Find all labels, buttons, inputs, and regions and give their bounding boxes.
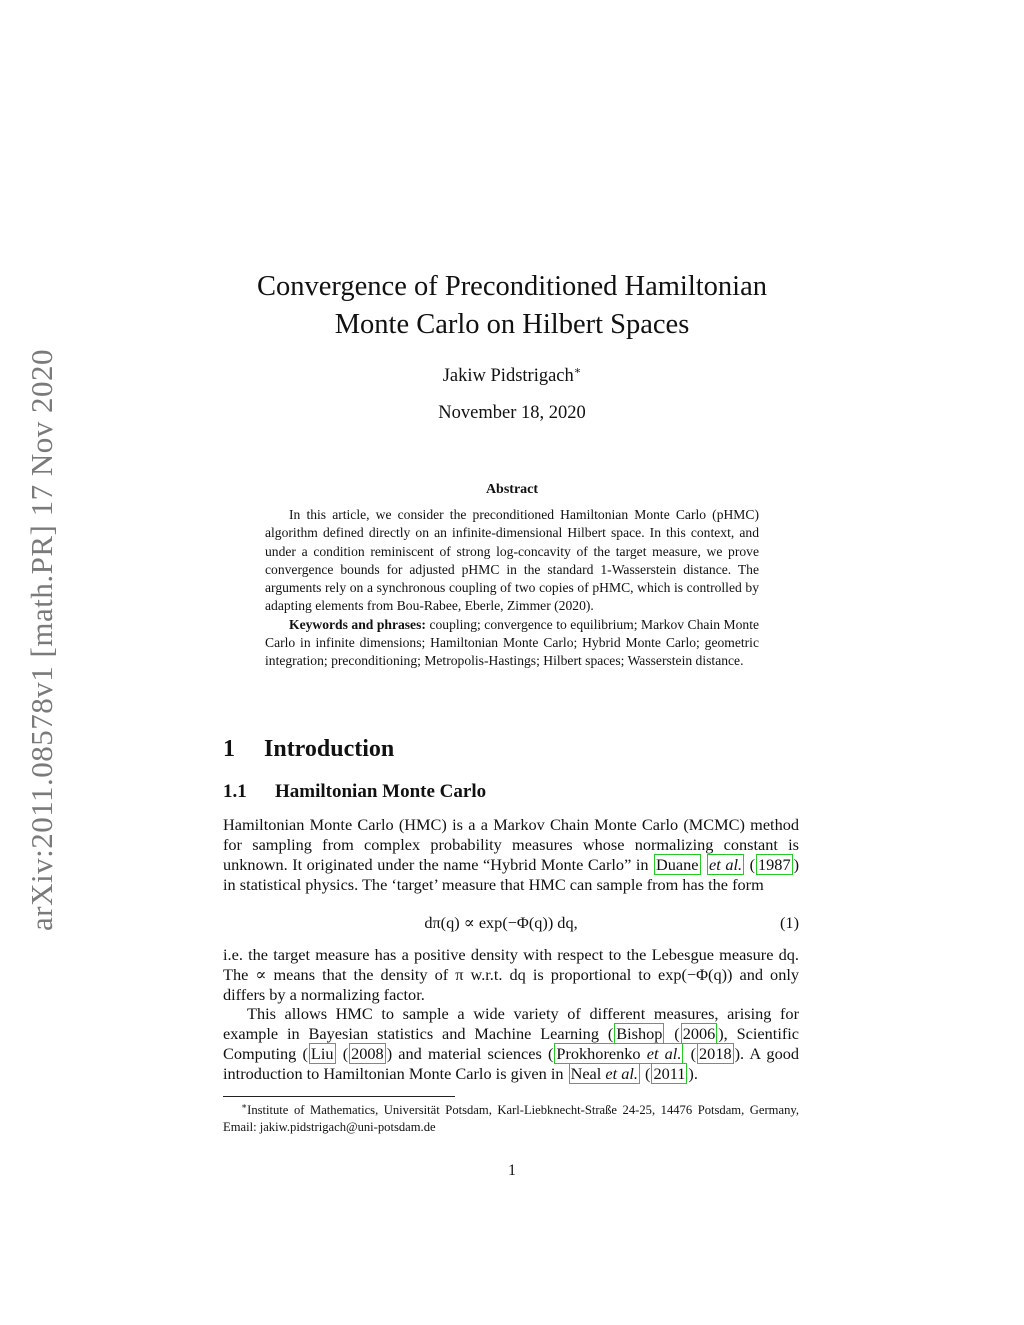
para1-text-3: ) in statistical physics. The ‘target’ measure that HMC can sample from has the form [223,855,799,895]
cite-2008-text: 2008 [351,1044,384,1064]
para3-text-3: ) and material sciences ( [386,1044,554,1064]
cite-bishop-text: Bishop [616,1024,663,1044]
paragraph-2 [223,945,799,1005]
abstract-text: In this article, we consider the preconditioned Hamiltonian Monte Carlo (pHMC) algorithm defined directly on an infinite-dimensional Hilbert space. In this context, and under a condition reminiscent of strong log-concavity of the target measure, we prove convergence bounds for adjusted pHMC in the standard 1-Wasserstein distance. The arguments rely on a synchronous coupling of two copies of pHMC, which is controlled by adapting elements from Bou-Rabee, Eberle, Zimmer (2020). [265,507,759,614]
page-number: 1 [508,1162,516,1179]
cite-2006-text: 2006 [682,1024,716,1044]
arxiv-stamp-text: arXiv:2011.08578v1 [math.PR] 17 Nov 2020 [24,349,59,931]
citation-link-duane-etal[interactable] [707,854,744,875]
keywords [265,616,759,671]
keywords-label: Keywords and phrases: [289,616,426,632]
cite-2011-text: 2011 [653,1064,686,1084]
paper-title [200,268,824,344]
citation-link-neal[interactable] [569,1063,640,1084]
footnote-rule [223,1096,455,1097]
cite-neal-etal: et al. [605,1064,638,1084]
footnote [223,1098,799,1135]
cite-prok-text: Prokhorenko [556,1044,641,1064]
subsection-number: 1.1 [223,781,247,802]
paragraph-1 [223,815,799,895]
citation-link-2011[interactable] [651,1063,687,1084]
equation-formula: dπ(q) ∝ exp(−Φ(q)) dq, [424,913,578,932]
para1-text-2: ( [745,855,756,875]
para2-text: i.e. the target measure has a positive density with respect to the Lebesgue measure dq. The ∝ means that the density of π w.r.t. dq is proportional to exp(−Φ(q)) and only differs by a normalizing factor. [223,945,799,1005]
paper-date: November 18, 2020 [438,403,586,423]
cite-2018-text: 2018 [699,1044,732,1064]
subsection-heading [223,781,486,803]
section-number: 1 [223,736,235,762]
author-footnote-mark[interactable]: ∗ [573,365,582,377]
citation-link-bishop[interactable] [614,1023,664,1044]
keywords-text: coupling; convergence to equilibrium; Markov Chain Monte Carlo in infinite dimensions; Hamiltonian Monte Carlo; Hybrid Monte Carlo; geometric integration; preconditioning; Metropolis-Hastings; Hilbert spaces; Wasserstein distance. [265,616,760,669]
citation-link-liu[interactable] [309,1043,336,1064]
footnote-mark: ∗ [241,1101,248,1111]
para1-text-1: Hamiltonian Monte Carlo (HMC) is a a Markov Chain Monte Carlo (MCMC) method for sampling from complex probability measures whose normalizing constant is unknown. It originated under the name “Hybrid Monte Carlo” in [223,815,799,875]
para3-text-5: ). [688,1064,698,1084]
author-name: Jakiw Pidstrigach [442,366,574,387]
para3-text-1: This allows HMC to sample a wide variety of different measures, arising for example in Bayesian statistics and Machine Learning ( [223,1004,799,1044]
title-line-1: Convergence of Preconditioned Hamiltonian [257,271,767,302]
citation-link-2006[interactable] [681,1023,718,1044]
section-title: Introduction [264,736,395,762]
section-heading [223,736,394,763]
cite-prok-etal: et al. [646,1044,682,1064]
abstract [265,506,759,671]
citation-link-prokhorenko[interactable] [554,1043,683,1064]
para3-text-4: ). A good introduction to Hamiltonian Monte Carlo is given in [223,1044,799,1084]
citation-link-1987[interactable] [756,854,793,875]
footnote-text: Institute of Mathematics, Universität Potsdam, Karl-Liebknecht-Straße 24-25, 14476 Potsdam, Germany, Email: jakiw.pidstrigach@uni-potsdam.de [223,1103,799,1134]
equation-number: (1) [780,913,799,932]
paragraph-3: This allows HMC to sample a wide variety of different measures, arising for example in Bayesian statistics and Machine Learning ( Bishop ( 2006 ), Scientific Computing ( Liu ( 2008 ) and material sciences ( Prokhorenko et al. ( 2018 ). A good introduction to Hamiltonian Monte Carlo is given in Neal et al. ( 2011 ). [223,1004,800,1084]
citation-link-duane[interactable] [654,854,701,875]
cite-1987-text: 1987 [758,855,791,875]
citation-link-2018[interactable] [697,1043,734,1064]
cite-duane-text: Duane [656,855,699,875]
abstract-heading: Abstract [485,482,539,497]
title-line-2: Monte Carlo on Hilbert Spaces [334,309,690,340]
author [200,364,824,387]
citation-link-2008[interactable] [349,1043,386,1064]
cite-neal-text: Neal [570,1064,602,1084]
subsection-title: Hamiltonian Monte Carlo [275,781,487,802]
para3-text-2: ), Scientific Computing ( [223,1024,800,1064]
cite-liu-text: Liu [310,1044,334,1064]
cite-etal-text: et al. [709,855,743,875]
equation-1 [223,913,799,933]
